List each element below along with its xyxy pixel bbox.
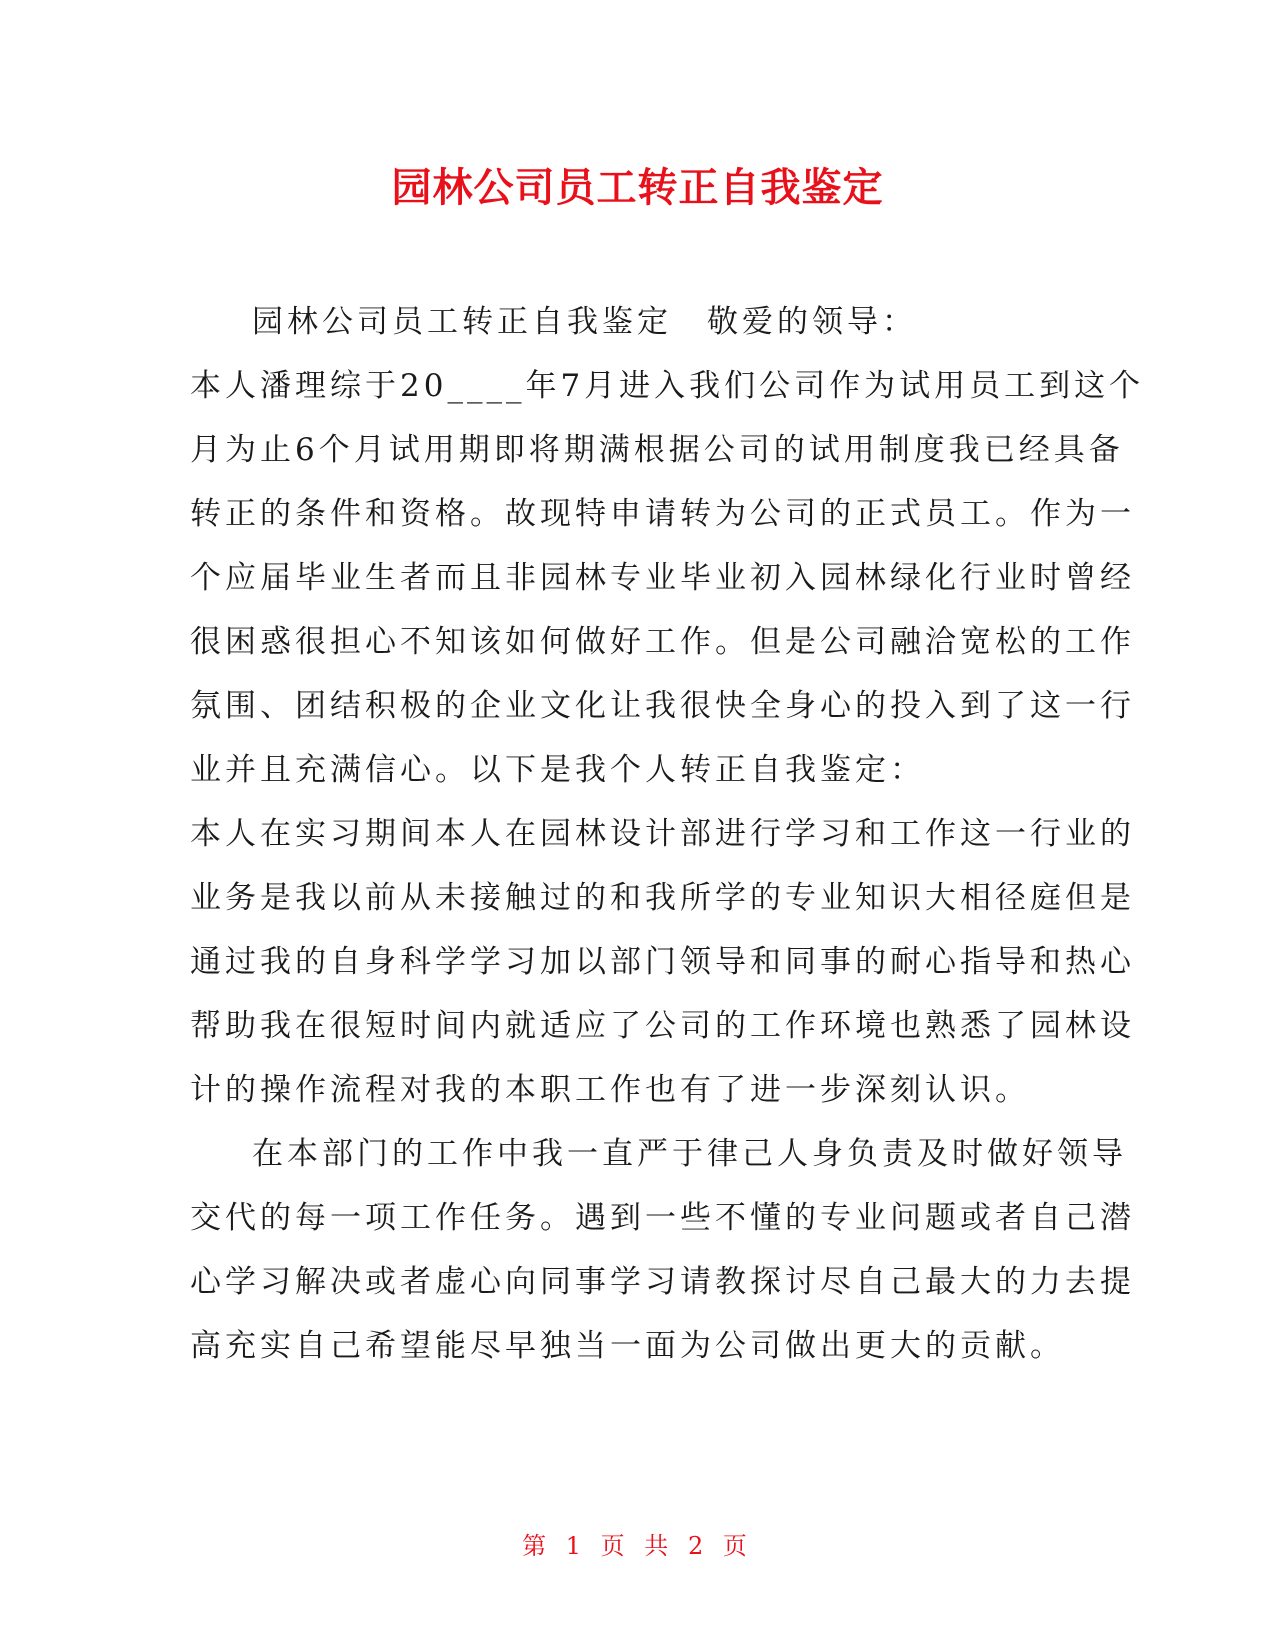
body-line: 高充实自己希望能尽早独当一面为公司做出更大的贡献。 <box>190 1328 1065 1364</box>
body-line: 转正的条件和资格。故现特申请转为公司的正式员工。作为一 <box>190 496 1135 532</box>
body-line: 园林公司员工转正自我鉴定 敬爱的领导： <box>252 304 917 340</box>
body-line: 交代的每一项工作任务。遇到一些不懂的专业问题或者自己潜 <box>190 1200 1135 1236</box>
body-line: 心学习解决或者虚心向同事学习请教探讨尽自己最大的力去提 <box>190 1264 1135 1300</box>
body-line: 很困惑很担心不知该如何做好工作。但是公司融洽宽松的工作 <box>190 624 1135 660</box>
document-body <box>190 290 1145 1378</box>
body-line: 本人在实习期间本人在园林设计部进行学习和工作这一行业的 <box>190 816 1135 852</box>
page-number-footer: 第 1 页 共 2 页 <box>522 1532 753 1560</box>
body-line: 计的操作流程对我的本职工作也有了进一步深刻认识。 <box>190 1072 1030 1108</box>
body-line: 本人潘理综于20____年7月进入我们公司作为试用员工到这个 <box>190 368 1145 404</box>
body-line: 帮助我在很短时间内就适应了公司的工作环境也熟悉了园林设 <box>190 1008 1135 1044</box>
body-line: 在本部门的工作中我一直严于律己人身负责及时做好领导 <box>252 1136 1127 1172</box>
body-line: 业务是我以前从未接触过的和我所学的专业知识大相径庭但是 <box>190 880 1135 916</box>
body-line: 业并且充满信心。以下是我个人转正自我鉴定： <box>190 752 925 788</box>
body-line: 氛围、团结积极的企业文化让我很快全身心的投入到了这一行 <box>190 688 1135 724</box>
body-line: 月为止6个月试用期即将期满根据公司的试用制度我已经具备 <box>190 432 1124 468</box>
body-line: 通过我的自身科学学习加以部门领导和同事的耐心指导和热心 <box>190 944 1135 980</box>
body-line: 个应届毕业生者而且非园林专业毕业初入园林绿化行业时曾经 <box>190 560 1135 596</box>
document-title: 园林公司员工转正自我鉴定 <box>391 165 884 211</box>
